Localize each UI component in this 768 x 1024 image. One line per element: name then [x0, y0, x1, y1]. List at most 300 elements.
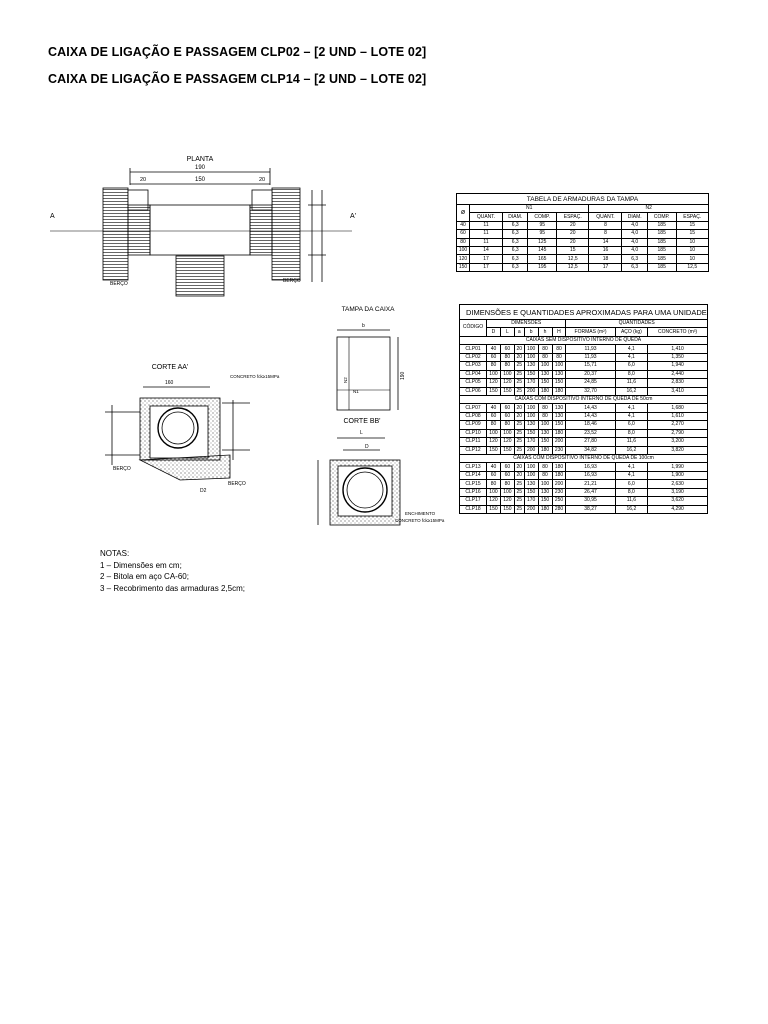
- table-cell: 17: [470, 255, 503, 263]
- table-cell: 100: [524, 345, 538, 353]
- notes-title: NOTAS:: [100, 549, 130, 558]
- table-cell: 25: [514, 438, 524, 446]
- corte-bb-dim-l: L: [360, 430, 363, 436]
- table-section-label: CAIXAS COM DISPOSITIVO INTERNO DE QUEDA DE 100cm: [460, 455, 708, 463]
- table-cell: 100: [524, 404, 538, 412]
- table-row: [460, 362, 708, 370]
- table-cell: 120: [500, 379, 514, 387]
- table-cell: 21,21: [566, 480, 615, 488]
- table-row: [460, 471, 708, 479]
- table-armaduras-col-header: DIAM.: [503, 213, 528, 221]
- table-cell: 60: [487, 471, 501, 479]
- table-cell: 100: [538, 480, 552, 488]
- table-cell: 165: [528, 255, 557, 263]
- table-dimensoes: [459, 304, 708, 514]
- table-dimensoes-col-header: L: [500, 328, 514, 336]
- table-cell: 80: [500, 421, 514, 429]
- table-cell: 180: [538, 387, 552, 395]
- table-cell: 15: [676, 230, 708, 238]
- table-cell: 100: [524, 353, 538, 361]
- table-cell: 150: [487, 505, 501, 513]
- table-cell: 130: [552, 412, 566, 420]
- table-cell: 170: [524, 497, 538, 505]
- table-cell: 3,410: [648, 387, 708, 395]
- table-cell: 100: [457, 246, 470, 254]
- table-cell: 95: [528, 230, 557, 238]
- table-cell: 80: [538, 463, 552, 471]
- table-cell: 11,93: [566, 345, 615, 353]
- tampa-view: [337, 306, 406, 410]
- table-armaduras-col-header: ESPAÇ.: [676, 213, 708, 221]
- table-cell: 20: [514, 353, 524, 361]
- table-cell: 100: [538, 362, 552, 370]
- table-cell: 80: [487, 480, 501, 488]
- table-cell: 20: [557, 230, 589, 238]
- table-dimensoes-title: DIMENSÕES E QUANTIDADES APROXIMADAS PARA UMA UNIDADE: [460, 305, 708, 320]
- table-cell: 100: [500, 370, 514, 378]
- tampa-dim-190: 190: [400, 371, 406, 380]
- table-armaduras-phi: ø: [457, 205, 470, 222]
- table-cell: 80: [487, 421, 501, 429]
- table-cell: 1,990: [648, 463, 708, 471]
- tampa-title: TAMPA DA CAIXA: [341, 306, 395, 313]
- table-dimensoes-group-dimensoes: DIMENSÕES: [487, 320, 566, 328]
- table-cell: 145: [528, 246, 557, 254]
- table-cell: 11: [470, 238, 503, 246]
- table-cell: 10: [676, 255, 708, 263]
- table-cell: 150: [487, 387, 501, 395]
- table-cell: CLP07: [460, 404, 487, 412]
- table-cell: 180: [552, 463, 566, 471]
- table-cell: 230: [552, 488, 566, 496]
- table-cell: 130: [538, 370, 552, 378]
- table-cell: CLP12: [460, 446, 487, 454]
- table-cell: 130: [524, 362, 538, 370]
- table-cell: 3,200: [648, 438, 708, 446]
- table-cell: 8,0: [615, 488, 648, 496]
- table-cell: 150: [524, 488, 538, 496]
- table-cell: 25: [514, 362, 524, 370]
- tampa-dim-b: b: [362, 323, 365, 329]
- table-cell: 25: [514, 497, 524, 505]
- table-cell: 15: [676, 221, 708, 229]
- table-cell: 10: [676, 238, 708, 246]
- table-dimensoes-col-header: D: [487, 328, 501, 336]
- table-cell: 1,680: [648, 404, 708, 412]
- table-cell: 16,93: [566, 471, 615, 479]
- table-cell: 120: [500, 438, 514, 446]
- corte-aa-title: CORTE AA': [151, 364, 189, 371]
- table-cell: 6,3: [503, 246, 528, 254]
- table-cell: 8,0: [615, 429, 648, 437]
- table-cell: CLP04: [460, 370, 487, 378]
- table-cell: 6,3: [622, 255, 647, 263]
- table-cell: 1,610: [648, 412, 708, 420]
- table-row: [460, 387, 708, 395]
- table-cell: 80: [500, 480, 514, 488]
- planta-dim-total: 190: [194, 165, 206, 171]
- table-cell: 20: [514, 463, 524, 471]
- table-cell: 14: [589, 238, 622, 246]
- table-cell: 2,630: [648, 480, 708, 488]
- table-cell: CLP11: [460, 438, 487, 446]
- table-cell: 95: [528, 221, 557, 229]
- table-cell: 20: [514, 412, 524, 420]
- tampa-n2: N2: [343, 377, 348, 383]
- planta-berco-left: BERÇO: [110, 281, 128, 287]
- table-cell: 25: [514, 488, 524, 496]
- table-armaduras-group-n1: N1: [470, 205, 589, 213]
- table-cell: 11,6: [615, 379, 648, 387]
- table-cell: 120: [500, 497, 514, 505]
- table-cell: CLP02: [460, 353, 487, 361]
- table-cell: 200: [524, 387, 538, 395]
- table-cell: CLP09: [460, 421, 487, 429]
- table-row: [460, 497, 708, 505]
- table-cell: 180: [538, 446, 552, 454]
- table-cell: 15,71: [566, 362, 615, 370]
- table-cell: 11: [470, 221, 503, 229]
- table-cell: 4,290: [648, 505, 708, 513]
- planta-dim-right: 20: [258, 177, 266, 183]
- table-cell: CLP08: [460, 412, 487, 420]
- table-cell: 100: [487, 429, 501, 437]
- table-row: [460, 488, 708, 496]
- table-cell: 12,5: [557, 255, 589, 263]
- table-row: [460, 379, 708, 387]
- table-cell: 40: [487, 463, 501, 471]
- table-section-row: [460, 336, 708, 344]
- table-cell: 195: [528, 263, 557, 271]
- table-row: [457, 263, 709, 271]
- table-cell: 100: [552, 362, 566, 370]
- planta-section-left: A: [50, 213, 55, 220]
- table-cell: 80: [457, 238, 470, 246]
- table-cell: 150: [524, 429, 538, 437]
- table-cell: 3,190: [648, 488, 708, 496]
- table-cell: 1,350: [648, 353, 708, 361]
- table-section-label: CAIXAS SEM DISPOSITIVO INTERNO DE QUEDA: [460, 336, 708, 344]
- heading-clp02: CAIXA DE LIGAÇÃO E PASSAGEM CLP02 – [2 UND – LOTE 02]: [48, 45, 427, 59]
- table-cell: 150: [487, 446, 501, 454]
- table-row: [460, 370, 708, 378]
- table-cell: 11,93: [566, 353, 615, 361]
- table-section-row: [460, 395, 708, 403]
- note-item: 2 – Bitola em aço CA-60;: [100, 572, 189, 581]
- table-cell: 60: [500, 345, 514, 353]
- table-cell: 120: [487, 379, 501, 387]
- table-cell: 17: [589, 263, 622, 271]
- table-cell: 6,3: [503, 221, 528, 229]
- table-cell: 20: [514, 404, 524, 412]
- table-cell: 16: [589, 246, 622, 254]
- table-dimensoes-col-header: H: [552, 328, 566, 336]
- table-row: [460, 353, 708, 361]
- table-cell: 120: [457, 255, 470, 263]
- table-cell: 6,0: [615, 480, 648, 488]
- corte-aa-concreto: CONCRETO fck≥15MPa: [230, 374, 280, 379]
- table-row: [457, 246, 709, 254]
- table-cell: 185: [647, 221, 676, 229]
- planta-view: [50, 156, 356, 296]
- table-cell: 17: [470, 263, 503, 271]
- table-cell: 4,0: [622, 238, 647, 246]
- table-cell: 40: [457, 221, 470, 229]
- table-armaduras-col-header: QUANT.: [470, 213, 503, 221]
- table-cell: 3,820: [648, 446, 708, 454]
- table-cell: 280: [552, 505, 566, 513]
- note-item: 1 – Dimensões em cm;: [100, 560, 182, 570]
- table-row: [460, 438, 708, 446]
- table-cell: 80: [538, 345, 552, 353]
- table-armaduras-col-header: COMP.: [528, 213, 557, 221]
- table-cell: 80: [538, 404, 552, 412]
- table-armaduras-col-header: QUANT.: [589, 213, 622, 221]
- table-cell: 25: [514, 379, 524, 387]
- table-dimensoes-col-header: h: [538, 328, 552, 336]
- table-row: [460, 429, 708, 437]
- table-cell: 130: [538, 488, 552, 496]
- table-cell: 180: [552, 387, 566, 395]
- table-section-row: [460, 455, 708, 463]
- table-cell: 100: [500, 488, 514, 496]
- table-cell: 125: [528, 238, 557, 246]
- table-cell: 16,93: [566, 463, 615, 471]
- table-row: [460, 345, 708, 353]
- planta-dim-mid: 150: [194, 177, 206, 183]
- table-dimensoes-codigo-header: CÓDIGO: [460, 320, 487, 337]
- table-cell: 4,0: [622, 246, 647, 254]
- table-cell: 1,900: [648, 471, 708, 479]
- corte-aa-dim-top: 160: [165, 380, 174, 386]
- table-section-label: CAIXAS COM DISPOSITIVO INTERNO DE QUEDA DE 50cm: [460, 395, 708, 403]
- table-cell: 25: [514, 505, 524, 513]
- corte-bb-title: CORTE BB': [343, 418, 381, 425]
- table-cell: 11: [470, 230, 503, 238]
- table-cell: 4,0: [622, 230, 647, 238]
- table-cell: 16,2: [615, 446, 648, 454]
- table-cell: 200: [524, 446, 538, 454]
- table-cell: 150: [552, 421, 566, 429]
- table-cell: 4,1: [615, 463, 648, 471]
- table-cell: 20: [557, 238, 589, 246]
- table-cell: 4,1: [615, 345, 648, 353]
- table-cell: 25: [514, 480, 524, 488]
- table-cell: 120: [487, 497, 501, 505]
- heading-clp14: CAIXA DE LIGAÇÃO E PASSAGEM CLP14 – [2 UND – LOTE 02]: [48, 72, 427, 86]
- tampa-n1: N1: [353, 389, 359, 394]
- table-cell: 80: [500, 353, 514, 361]
- table-cell: 40: [487, 345, 501, 353]
- table-cell: 250: [552, 497, 566, 505]
- table-cell: CLP18: [460, 505, 487, 513]
- corte-bb-view: [318, 418, 445, 525]
- table-cell: CLP15: [460, 480, 487, 488]
- table-cell: 100: [487, 488, 501, 496]
- table-cell: 4,1: [615, 353, 648, 361]
- table-cell: 60: [500, 463, 514, 471]
- table-cell: CLP16: [460, 488, 487, 496]
- corte-aa-berco-left: BERÇO: [113, 466, 131, 472]
- table-cell: 4,1: [615, 412, 648, 420]
- table-cell: 24,85: [566, 379, 615, 387]
- planta-dim-left: 20: [139, 177, 147, 183]
- table-cell: 185: [647, 238, 676, 246]
- table-armaduras-title: TABELA DE ARMADURAS DA TAMPA: [457, 194, 709, 205]
- table-cell: 14,43: [566, 404, 615, 412]
- table-row: [457, 221, 709, 229]
- table-cell: 150: [538, 438, 552, 446]
- table-cell: 130: [538, 429, 552, 437]
- table-cell: 100: [487, 370, 501, 378]
- table-cell: 2,440: [648, 370, 708, 378]
- table-cell: 3,620: [648, 497, 708, 505]
- table-cell: 80: [500, 362, 514, 370]
- table-armaduras-col-header: ESPAÇ.: [557, 213, 589, 221]
- table-dimensoes-col-header: b: [524, 328, 538, 336]
- table-cell: 25: [514, 370, 524, 378]
- corte-bb-enchimento: ENCHIMENTO: [405, 511, 436, 516]
- table-cell: 100: [524, 471, 538, 479]
- corte-aa-dim-d2: D2: [200, 488, 207, 494]
- table-cell: 185: [647, 246, 676, 254]
- table-cell: 10: [676, 246, 708, 254]
- table-cell: 12,5: [676, 263, 708, 271]
- table-cell: 60: [500, 471, 514, 479]
- table-cell: 6,0: [615, 421, 648, 429]
- table-cell: 6,3: [503, 230, 528, 238]
- table-row: [460, 412, 708, 420]
- table-cell: 38,27: [566, 505, 615, 513]
- table-cell: 12,5: [557, 263, 589, 271]
- table-cell: 25: [514, 429, 524, 437]
- table-cell: 185: [647, 263, 676, 271]
- table-row: [457, 255, 709, 263]
- table-armaduras-group-n2: N2: [589, 205, 709, 213]
- table-row: [460, 463, 708, 471]
- table-cell: 25: [514, 421, 524, 429]
- table-cell: CLP06: [460, 387, 487, 395]
- corte-aa-view: [105, 364, 280, 494]
- table-cell: 27,80: [566, 438, 615, 446]
- table-cell: 1,410: [648, 345, 708, 353]
- table-cell: CLP05: [460, 379, 487, 387]
- table-cell: CLP14: [460, 471, 487, 479]
- table-cell: 30,95: [566, 497, 615, 505]
- table-cell: 40: [487, 404, 501, 412]
- table-cell: 18: [589, 255, 622, 263]
- table-cell: 4,1: [615, 471, 648, 479]
- table-cell: 6,0: [615, 362, 648, 370]
- table-cell: 150: [500, 446, 514, 454]
- table-cell: 120: [487, 438, 501, 446]
- table-cell: 60: [457, 230, 470, 238]
- table-cell: 11,6: [615, 438, 648, 446]
- table-cell: 180: [552, 429, 566, 437]
- table-cell: 150: [538, 379, 552, 387]
- table-cell: 200: [552, 480, 566, 488]
- table-cell: 130: [524, 480, 538, 488]
- corte-aa-berco-right: BERÇO: [228, 481, 246, 487]
- table-cell: 150: [500, 505, 514, 513]
- table-cell: 6,3: [503, 263, 528, 271]
- table-cell: CLP17: [460, 497, 487, 505]
- planta-berco-right: BERÇO: [283, 278, 301, 284]
- planta-section-right: A': [350, 213, 357, 220]
- table-cell: 25: [514, 387, 524, 395]
- table-cell: 26,47: [566, 488, 615, 496]
- table-dimensoes-col-header: CONCRETO (m³): [648, 328, 708, 336]
- table-cell: 150: [524, 370, 538, 378]
- table-cell: 25: [514, 446, 524, 454]
- table-cell: 80: [538, 353, 552, 361]
- table-cell: 20: [514, 471, 524, 479]
- table-row: [460, 505, 708, 513]
- table-row: [460, 446, 708, 454]
- table-cell: 185: [647, 230, 676, 238]
- table-cell: 100: [524, 463, 538, 471]
- table-cell: 150: [457, 263, 470, 271]
- table-row: [457, 238, 709, 246]
- table-cell: 200: [524, 505, 538, 513]
- table-cell: 130: [524, 421, 538, 429]
- table-cell: 80: [538, 412, 552, 420]
- table-row: [460, 480, 708, 488]
- table-cell: CLP01: [460, 345, 487, 353]
- table-cell: 2,790: [648, 429, 708, 437]
- table-cell: 130: [552, 370, 566, 378]
- table-cell: 14,43: [566, 412, 615, 420]
- table-cell: 16,2: [615, 387, 648, 395]
- table-cell: 20: [557, 221, 589, 229]
- table-cell: 60: [500, 412, 514, 420]
- table-cell: 100: [500, 429, 514, 437]
- table-cell: 80: [552, 353, 566, 361]
- table-cell: CLP13: [460, 463, 487, 471]
- table-cell: 8: [589, 221, 622, 229]
- table-cell: 2,830: [648, 379, 708, 387]
- table-cell: 200: [552, 438, 566, 446]
- note-item: 3 – Recobrimento das armaduras 2,5cm;: [100, 583, 245, 593]
- table-cell: 185: [647, 255, 676, 263]
- table-cell: 15: [557, 246, 589, 254]
- table-dimensoes-col-header: a: [514, 328, 524, 336]
- table-cell: 20,37: [566, 370, 615, 378]
- table-cell: 150: [552, 379, 566, 387]
- corte-bb-concreto: CONCRETO fck≥15MPa: [395, 518, 445, 523]
- table-cell: 180: [552, 471, 566, 479]
- table-cell: 6,3: [503, 238, 528, 246]
- table-cell: 80: [538, 471, 552, 479]
- table-cell: 60: [487, 412, 501, 420]
- table-cell: 60: [487, 353, 501, 361]
- table-cell: 80: [487, 362, 501, 370]
- table-dimensoes-col-header: AÇO (kg): [615, 328, 648, 336]
- table-cell: 80: [552, 345, 566, 353]
- table-armaduras-col-header: COMP.: [647, 213, 676, 221]
- planta-title: PLANTA: [186, 156, 214, 163]
- table-cell: 150: [500, 387, 514, 395]
- table-cell: CLP10: [460, 429, 487, 437]
- table-cell: 2,270: [648, 421, 708, 429]
- table-cell: 18,46: [566, 421, 615, 429]
- table-row: [457, 230, 709, 238]
- table-cell: 60: [500, 404, 514, 412]
- table-cell: 11,6: [615, 497, 648, 505]
- table-cell: 8: [589, 230, 622, 238]
- corte-bb-dim-d: D: [365, 444, 369, 450]
- table-cell: 180: [538, 505, 552, 513]
